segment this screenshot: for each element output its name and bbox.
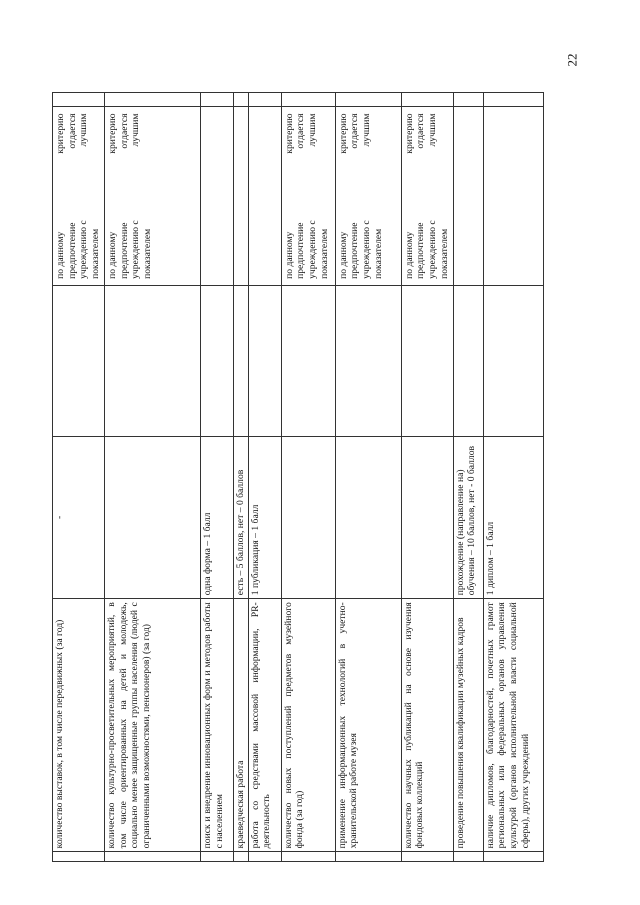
empty-cell [281, 852, 335, 862]
note-line: отдается [66, 113, 78, 149]
note-line: отдается [118, 113, 130, 149]
empty-cell [104, 285, 200, 436]
empty-cell [483, 852, 543, 862]
empty-cell [335, 93, 401, 108]
criterion-note [200, 107, 233, 285]
condition-line: есть – 5 баллов, нет – 0 баллов [234, 469, 246, 596]
note-line: лучшим [78, 113, 90, 147]
empty-cell [248, 285, 281, 436]
empty-cell [104, 852, 200, 862]
condition-line: обучения – 10 баллов, нет - 0 баллов [466, 445, 478, 596]
table-row [53, 93, 105, 862]
note-line: предпочтение [349, 222, 361, 279]
note-line: учреждению с [426, 220, 438, 279]
empty-cell [53, 93, 105, 108]
criterion-note [233, 107, 248, 285]
empty-cell [248, 93, 281, 108]
empty-cell [200, 93, 233, 108]
criteria-table [52, 92, 544, 862]
condition-line: одна форма – 1 балл [201, 512, 213, 596]
note-line: отдается [295, 113, 307, 149]
note-line: предпочтение [415, 222, 427, 279]
criterion-description: поиск и внедрение инновационных форм и методов работы с населением [200, 599, 233, 852]
note-line: предпочтение [118, 222, 130, 279]
criteria-table-rotated [52, 92, 531, 862]
table-row [248, 93, 281, 862]
criterion-note [335, 107, 401, 285]
criterion-condition [483, 436, 543, 599]
empty-cell [104, 93, 200, 108]
table-row [104, 93, 200, 862]
note-line: показателем [90, 228, 102, 279]
empty-cell [281, 93, 335, 108]
criterion-condition [335, 436, 401, 599]
note-line: критерию [403, 113, 415, 154]
criterion-description: наличие дипломов, благодарностей, почетных грамот региональных или федеральных органов управления культурой (органов исполнительной власти социальной сферы), других учреждений [483, 599, 543, 852]
empty-cell [483, 93, 543, 108]
note-line: лучшим [426, 113, 438, 147]
empty-cell [401, 852, 453, 862]
table-row [483, 93, 543, 862]
table-row [453, 93, 483, 862]
criterion-condition [401, 436, 453, 599]
page-number: 22 [564, 53, 580, 67]
criterion-note [104, 107, 200, 285]
criterion-condition [281, 436, 335, 599]
criterion-condition [248, 436, 281, 599]
criterion-description: проведение повышения квалификации музейных кадров [453, 599, 483, 852]
note-line: учреждению с [130, 220, 142, 279]
criterion-description: краеведческая работа [233, 599, 248, 852]
note-line: отдается [349, 113, 361, 149]
note-line: критерию [337, 113, 349, 154]
empty-cell [401, 285, 453, 436]
note-line: лучшим [360, 113, 372, 147]
empty-cell [233, 93, 248, 108]
note-line: показателем [372, 228, 384, 279]
note-line: показателем [318, 228, 330, 279]
criterion-description: работа со средствами массовой информации, PR-деятельность [248, 599, 281, 852]
note-line: учреждению с [78, 220, 90, 279]
note-line: показателем [438, 228, 450, 279]
note-line: учреждению с [360, 220, 372, 279]
empty-cell [453, 852, 483, 862]
note-line: по данному [283, 231, 295, 279]
note-line: критерию [283, 113, 295, 154]
criterion-condition [453, 436, 483, 599]
empty-cell [53, 852, 105, 862]
note-line: лучшим [130, 113, 142, 147]
note-line: предпочтение [66, 222, 78, 279]
note-line: учреждению с [306, 220, 318, 279]
criterion-note [53, 107, 105, 285]
note-line: критерию [55, 113, 66, 154]
table-row [401, 93, 453, 862]
empty-cell [233, 852, 248, 862]
empty-cell [53, 285, 105, 436]
table-row [281, 93, 335, 862]
note-line: критерию [106, 113, 118, 154]
note-line: по данному [55, 231, 66, 279]
condition-line: прохождение (направление на) [454, 469, 466, 596]
criterion-condition [200, 436, 233, 599]
criterion-condition [53, 436, 105, 599]
empty-cell [200, 852, 233, 862]
note-line: по данному [403, 231, 415, 279]
empty-cell [281, 285, 335, 436]
empty-cell [453, 285, 483, 436]
criterion-condition [233, 436, 248, 599]
criterion-description: количество научных публикаций на основе изучения фондовых коллекций [401, 599, 453, 852]
criterion-note [248, 107, 281, 285]
criterion-note [453, 107, 483, 285]
criterion-note [401, 107, 453, 285]
note-line: отдается [415, 113, 427, 149]
criterion-condition [104, 436, 200, 599]
criterion-description: количество выставок, в том числе передвижных (за год) [53, 599, 105, 852]
criterion-description: применение информационных технологий в учетно-хранительской работе музея [335, 599, 401, 852]
note-line: предпочтение [295, 222, 307, 279]
table-row [200, 93, 233, 862]
note-line: показателем [141, 228, 153, 279]
empty-cell [483, 285, 543, 436]
empty-cell [248, 852, 281, 862]
empty-cell [200, 285, 233, 436]
criterion-description: количество культурно-просветительных мероприятий, в том числе ориентированных на детей и молодежь, социально менее защищенные группы населения (людей с ограниченными возможностями, пенсионеров) (за год) [104, 599, 200, 852]
condition-line: 1 диплом – 1 балл [484, 521, 496, 596]
empty-cell [335, 852, 401, 862]
note-line: по данному [106, 231, 118, 279]
empty-cell [335, 285, 401, 436]
note-line: по данному [337, 231, 349, 279]
empty-cell [233, 285, 248, 436]
condition-line: - [54, 515, 65, 519]
empty-cell [401, 93, 453, 108]
table-row [335, 93, 401, 862]
criterion-note [281, 107, 335, 285]
condition-line: 1 публикация – 1 балл [249, 504, 261, 596]
note-line: лучшим [306, 113, 318, 147]
criterion-description: количество новых поступлений предметов музейного фонда (за год) [281, 599, 335, 852]
empty-cell [453, 93, 483, 108]
criterion-note [483, 107, 543, 285]
table-row [233, 93, 248, 862]
